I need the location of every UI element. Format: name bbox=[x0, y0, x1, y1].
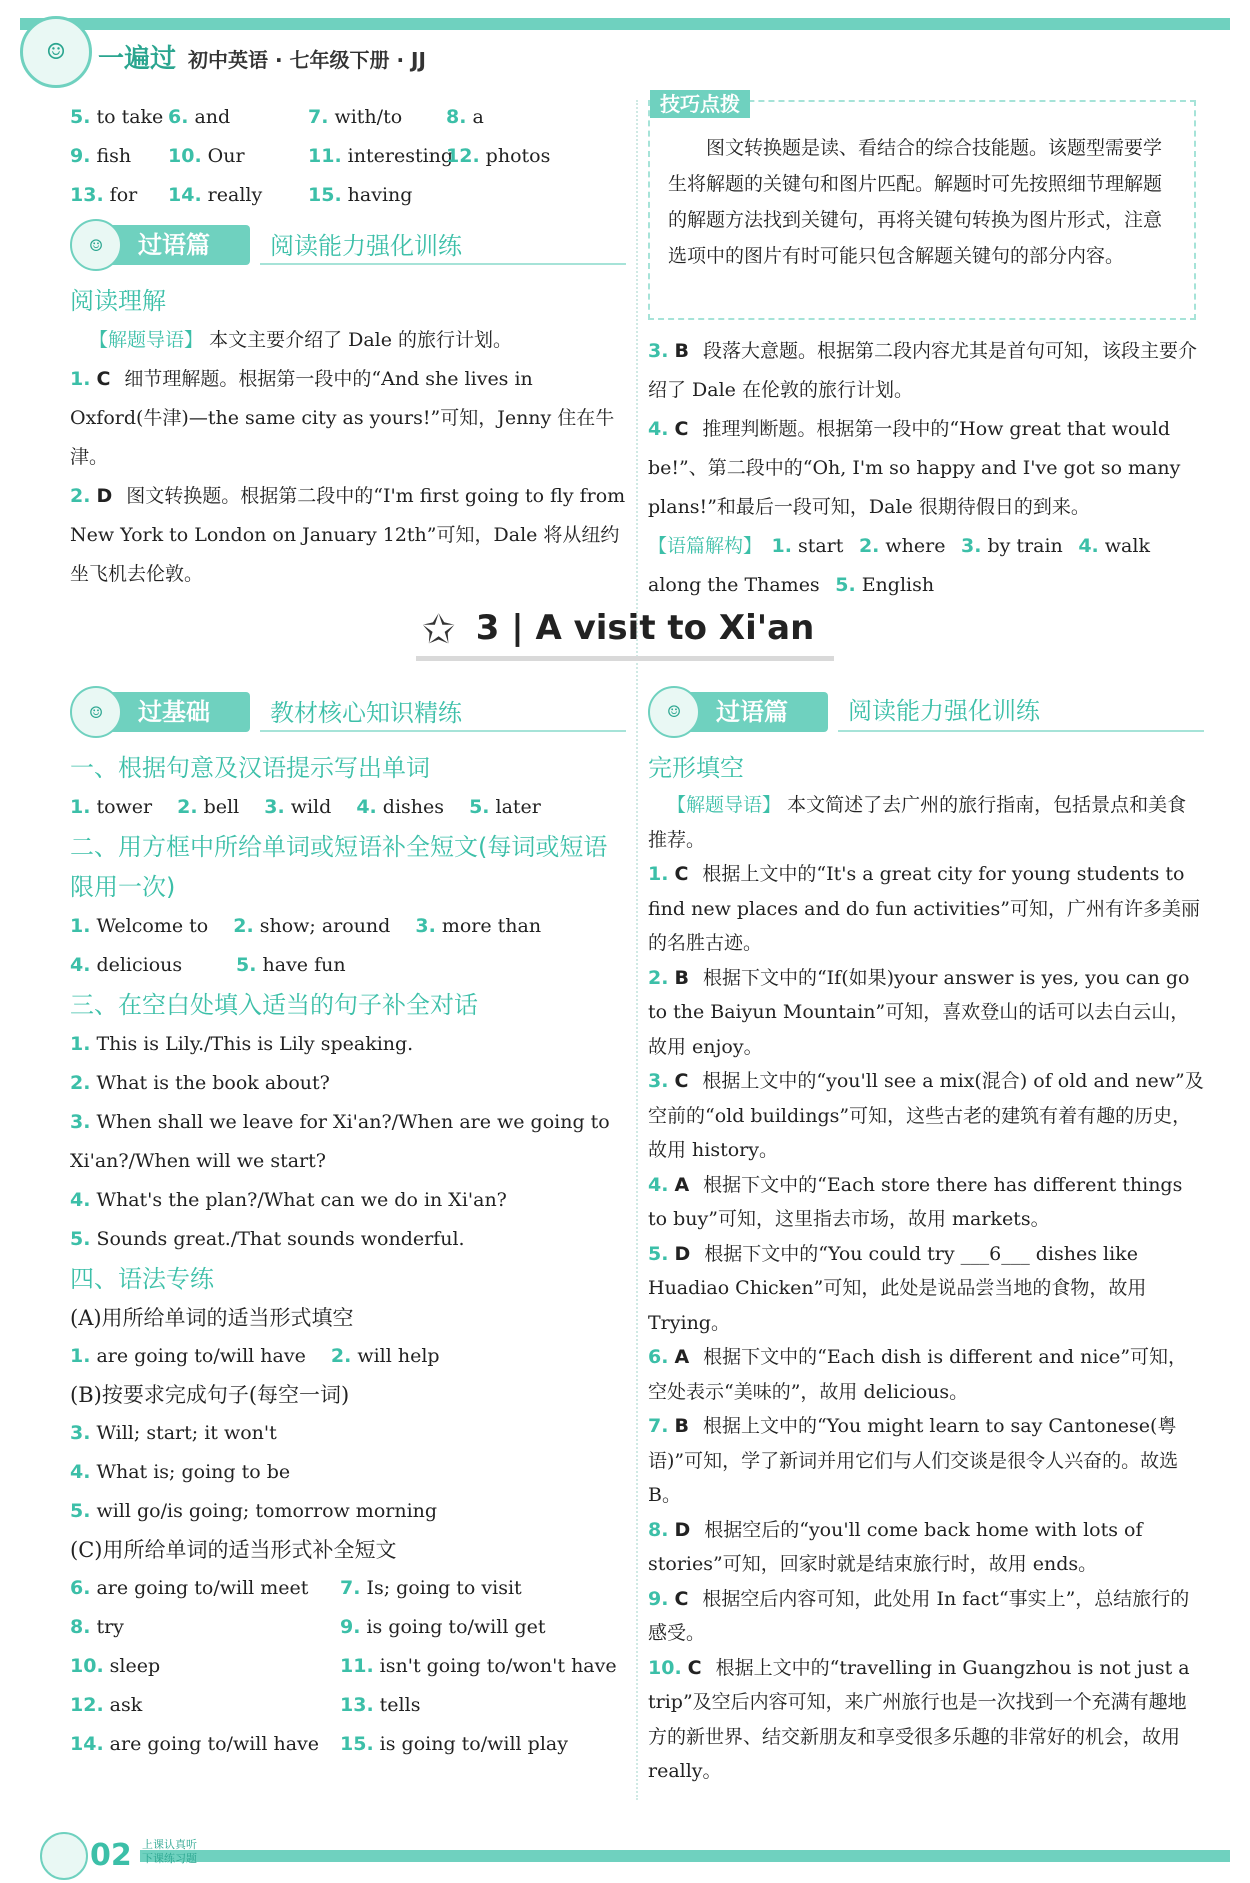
answer-row: 6. are going to/will meet 7. Is; going to visit bbox=[70, 1577, 522, 1599]
star-mascot-icon: ✩ bbox=[421, 607, 456, 653]
banner-pill: 过语篇 bbox=[658, 692, 828, 732]
column-divider bbox=[636, 100, 638, 1800]
answer-item: 10. C 根据上文中的“travelling in Guangzhou is not just a trip”及空后内容可知，来广州旅行也是一次找到一个充满有趣地方的新世界、结交新朋友和享受很多乐趣的非常好的机会，故用 really。 bbox=[648, 1656, 1190, 1782]
breadcrumb: 初中英语 · 七年级下册 · JJ bbox=[188, 48, 426, 72]
banner-title: 阅读能力强化训练 bbox=[270, 232, 462, 260]
tip-text: 图文转换题是读、看结合的综合技能题。该题型需要学生将解题的关键句和图片匹配。解题时可先按照细节理解题的解题方法找到关键句，再将关键句转换为图片形式，注意选项中的图片有时可能只包含解题关键句的部分内容。 bbox=[668, 137, 1163, 267]
section-heading: 一、根据句意及汉语提示写出单词 bbox=[70, 754, 430, 782]
answer-item: 1. This is Lily./This is Lily speaking. bbox=[70, 1033, 414, 1055]
banner-pill: 过语篇 bbox=[80, 225, 250, 265]
answer-item: 4. C 推理判断题。根据第一段中的“How great that would be!”、第二段中的“Oh, I'm so happy and I've got so many plans!”和最后一段可知，Dale 很期待假日的到来。 bbox=[648, 418, 1181, 518]
answer-item: 5. D 根据下文中的“You could try ___6___ dishes like Huadiao Chicken”可知，此处是说品尝当地的食物，故用 Trying。 bbox=[648, 1242, 1147, 1334]
answer-row: 8. try 9. is going to/will get bbox=[70, 1616, 546, 1638]
answer-item: 4. A 根据下文中的“Each store there has different things to buy”可知，这里指去市场，故用 markets。 bbox=[648, 1173, 1183, 1230]
answer-row: 4. delicious 5. have fun bbox=[70, 954, 346, 976]
left-bottom-column bbox=[70, 682, 626, 1764]
unit-name: A visit to Xi'an bbox=[535, 608, 815, 648]
banner-title: 阅读能力强化训练 bbox=[848, 697, 1040, 725]
mascot-icon: ☺ bbox=[648, 686, 700, 738]
section-heading: 阅读理解 bbox=[70, 287, 166, 315]
guide-paragraph: 【解题导语】 本文主要介绍了 Dale 的旅行计划。 bbox=[89, 329, 513, 351]
top-answers-row-3: 13. for 14. really 15. having bbox=[70, 184, 413, 206]
mascot-icon: ☺ bbox=[70, 686, 122, 738]
page-number: 02 bbox=[90, 1838, 132, 1873]
mascot-icon bbox=[40, 1832, 88, 1880]
answer-item: 3. B 段落大意题。根据第二段内容尤其是首句可知，该段主要介绍了 Dale 在伦敦的旅行计划。 bbox=[648, 340, 1197, 401]
answer-item: 9. C 根据空后内容可知，此处用 In fact“事实上”，总结旅行的感受。 bbox=[648, 1587, 1190, 1644]
sub-heading: (A)用所给单词的适当形式填空 bbox=[70, 1306, 354, 1330]
section-heading: 二、用方框中所给单词或短语补全短文(每词或短语限用一次) bbox=[70, 833, 608, 901]
mascot-icon: ☺ bbox=[70, 219, 122, 271]
answer-item: 8. D 根据空后的“you'll come back home with lots of stories”可知，回家时就是结束旅行时，故用 ends。 bbox=[648, 1518, 1143, 1575]
header-band bbox=[20, 18, 1230, 30]
guide-paragraph: 【解题导语】 本文简述了去广州的旅行指南，包括景点和美食推荐。 bbox=[648, 794, 1187, 851]
answer-item: 1. C 细节理解题。根据第一段中的“And she lives in Oxford(牛津)—the same city as yours!”可知，Jenny 住在牛津。 bbox=[70, 368, 615, 468]
right-bottom-column bbox=[648, 682, 1204, 1789]
unit-title: ✩ 3 | A visit to Xi'an bbox=[0, 604, 1250, 664]
sub-heading: (B)按要求完成句子(每空一词) bbox=[70, 1383, 350, 1407]
left-top-column bbox=[70, 98, 626, 594]
answer-item: 5. Sounds great./That sounds wonderful. bbox=[70, 1228, 465, 1250]
reading-banner bbox=[70, 219, 626, 271]
mascot-logo-icon: ☺ bbox=[20, 16, 92, 88]
answer-item: 3. C 根据上文中的“you'll see a mix(混合) of old and new”及空前的“old buildings”可知，这些古老的建筑有着有趣的历史，故用 history。 bbox=[648, 1070, 1204, 1161]
answer-item: 5. will go/is going; tomorrow morning bbox=[70, 1500, 438, 1522]
answer-item: 7. B 根据上文中的“You might learn to say Cantonese(粤语)”可知，学了新词并用它们与人们交谈是很令人兴奋的。故选 B。 bbox=[648, 1415, 1179, 1506]
answer-row: 14. are going to/will have 15. is going to/will play bbox=[70, 1733, 568, 1755]
answer-item: 4. What's the plan?/What can we do in Xi'an? bbox=[70, 1189, 507, 1211]
banner-pill: 过基础 bbox=[80, 692, 250, 732]
reading-banner bbox=[648, 686, 1204, 738]
answer-item: 4. What is; going to be bbox=[70, 1461, 291, 1483]
banner-title: 教材核心知识精练 bbox=[270, 699, 462, 727]
page-header bbox=[20, 16, 1230, 76]
tip-label: 技巧点拨 bbox=[650, 90, 750, 118]
answer-item: 1. C 根据上文中的“It's a great city for young students to find new places and do fun activities”可知，广州有许多美丽的名胜古迹。 bbox=[648, 863, 1201, 954]
section-heading: 完形填空 bbox=[648, 754, 744, 782]
sub-heading: (C)用所给单词的适当形式补全短文 bbox=[70, 1538, 397, 1562]
answer-row: 10. sleep 11. isn't going to/won't have bbox=[70, 1655, 617, 1677]
top-answers-row-2: 9. fish 10. Our 11. interesting12. photos bbox=[70, 145, 551, 167]
unit-number: 3 bbox=[475, 608, 500, 648]
top-answers-row-1: 5. to take 6. and 7. with/to 8. a bbox=[70, 106, 484, 128]
answer-item: 3. Will; start; it won't bbox=[70, 1422, 277, 1444]
page-footer bbox=[20, 1838, 1230, 1878]
answer-item: 3. When shall we leave for Xi'an?/When are we going to Xi'an?/When will we start? bbox=[70, 1111, 610, 1172]
brand-name: 一遍过 bbox=[98, 44, 177, 74]
discourse-structure: 【语篇解构】 1. start 2. where 3. by train 4. walk along the Thames 5. English bbox=[648, 535, 1150, 596]
answer-row: 1. are going to/will have 2. will help bbox=[70, 1345, 440, 1367]
section-heading: 四、语法专练 bbox=[70, 1265, 214, 1293]
right-top-column bbox=[648, 332, 1204, 605]
answer-item: 6. A 根据下文中的“Each dish is different and nice”可知，空处表示“美味的”，故用 delicious。 bbox=[648, 1346, 1188, 1403]
answer-row: 12. ask 13. tells bbox=[70, 1694, 421, 1716]
answer-row: 1. Welcome to 2. show; around 3. more than bbox=[70, 915, 542, 937]
footer-tagline: 上课认真听 下课练习题 bbox=[142, 1838, 197, 1865]
section-heading: 三、在空白处填入适当的句子补全对话 bbox=[70, 991, 478, 1019]
answer-item: 2. B 根据下文中的“If(如果)your answer is yes, you can go to the Baiyun Mountain”可知，喜欢登山的话可以去白云山，故用 enjoy。 bbox=[648, 966, 1190, 1058]
answer-row: 1. tower 2. bell 3. wild 4. dishes 5. later bbox=[70, 796, 541, 818]
answer-item: 2. What is the book about? bbox=[70, 1072, 330, 1094]
tip-box bbox=[648, 92, 1196, 320]
answer-item: 2. D 图文转换题。根据第二段中的“I'm first going to fly from New York to London on January 12th”可知，Dale 将从纽约坐飞机去伦敦。 bbox=[70, 485, 626, 585]
basic-banner bbox=[70, 686, 626, 738]
